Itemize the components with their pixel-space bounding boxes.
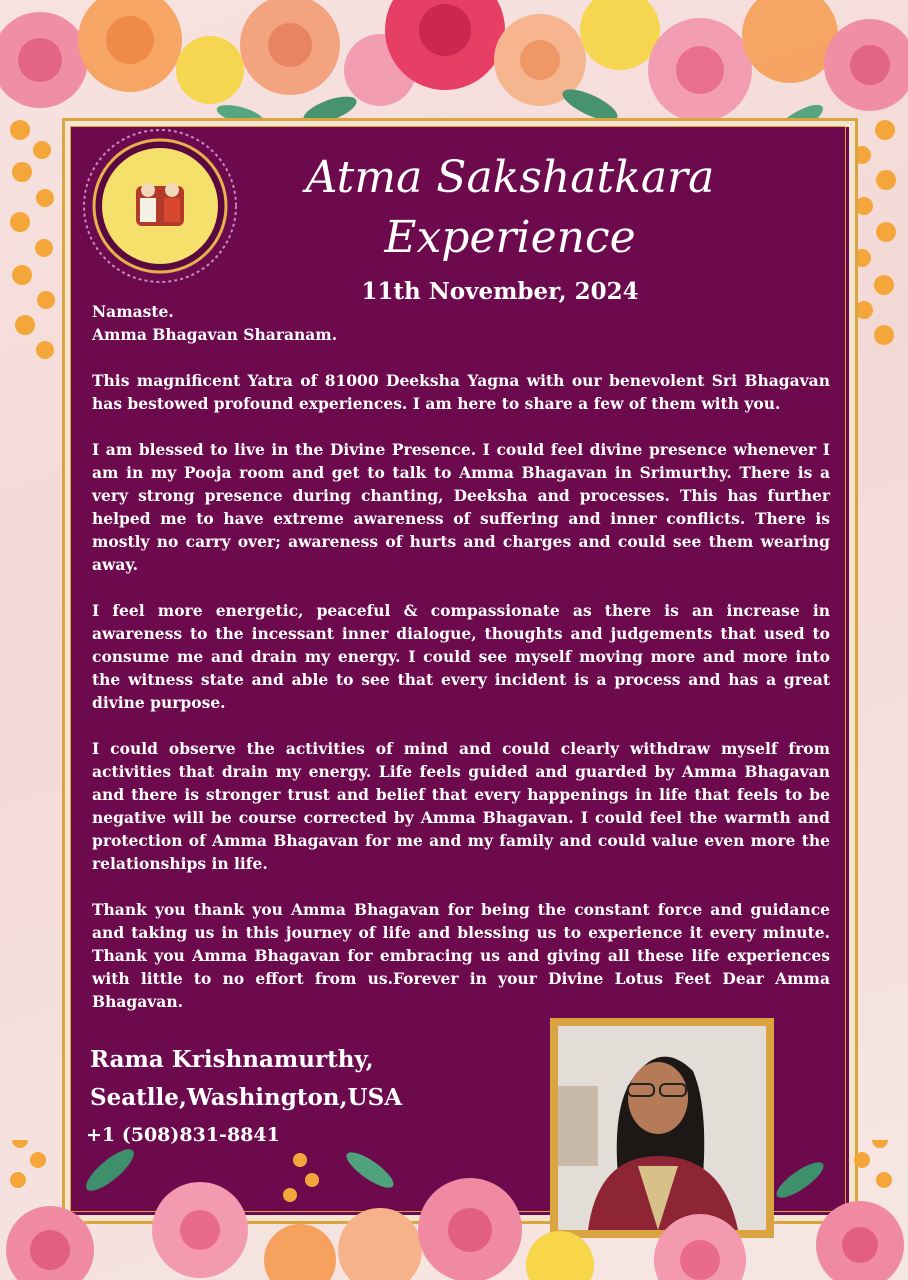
greeting-sharanam: Amma Bhagavan Sharanam. [92,325,338,344]
signature-phone: +1 (508)831-8841 [86,1124,280,1146]
left-marigold-garland [0,110,70,370]
greeting-namaste: Namaste. [92,302,174,321]
bottom-floral-border [0,1140,908,1280]
letter-paragraph: This magnificent Yatra of 81000 Deeksha Yagna with our benevolent Sri Bhagavan has bestowed profound experiences. I am here to share a few of them with you. [92,371,830,413]
letter-body [92,300,830,1036]
letter-paragraph: I feel more energetic, peaceful & compassionate as there is an increase in awareness to the incessant inner dialogue, thoughts and judgements that used to consume me and drain my energy. I could see myself moving more and more into the witness state and able to see that every incident is a process and has a great divine purpose. [92,601,830,712]
signature-name: Rama Krishnamurthy, [90,1046,374,1073]
letter-paragraph: I could observe the activities of mind and could clearly withdraw myself from activities that drain my energy. Life feels guided and guarded by Amma Bhagavan and there is stronger trust and belief that every happenings in life that feels to be negative will be course corrected by Amma Bhagavan. I could feel the warmth and protection of Amma Bhagavan for me and my family and could value even more the relationships in life. [92,739,830,873]
page-title-line2: Experience [384,212,636,263]
letter-paragraph: Thank you thank you Amma Bhagavan for being the constant force and guidance and taking us in this journey of life and blessing us to experience it every minute. Thank you Amma Bhagavan for embracing us and giving all these life experiences with little to no effort from us.Forever in your Divine Lotus Feet Dear Amma Bhagavan. [92,900,830,1011]
event-date: 11th November, 2024 [361,278,639,305]
amma-bhagavan-medallion [82,128,238,284]
page-title-line1: Atma Sakshatkara [305,152,715,203]
letter-paragraph: I am blessed to live in the Divine Presence. I could feel divine presence whenever I am in my Pooja room and get to talk to Amma Bhagavan in Srimurthy. There is a very strong presence during chanting, Deeksha and processes. This has further helped me to have extreme awareness of suffering and inner conflicts. There is mostly no carry over; awareness of hurts and charges and could see them wearing away. [92,440,830,574]
signature-location: Seatlle,Washington,USA [90,1084,403,1111]
